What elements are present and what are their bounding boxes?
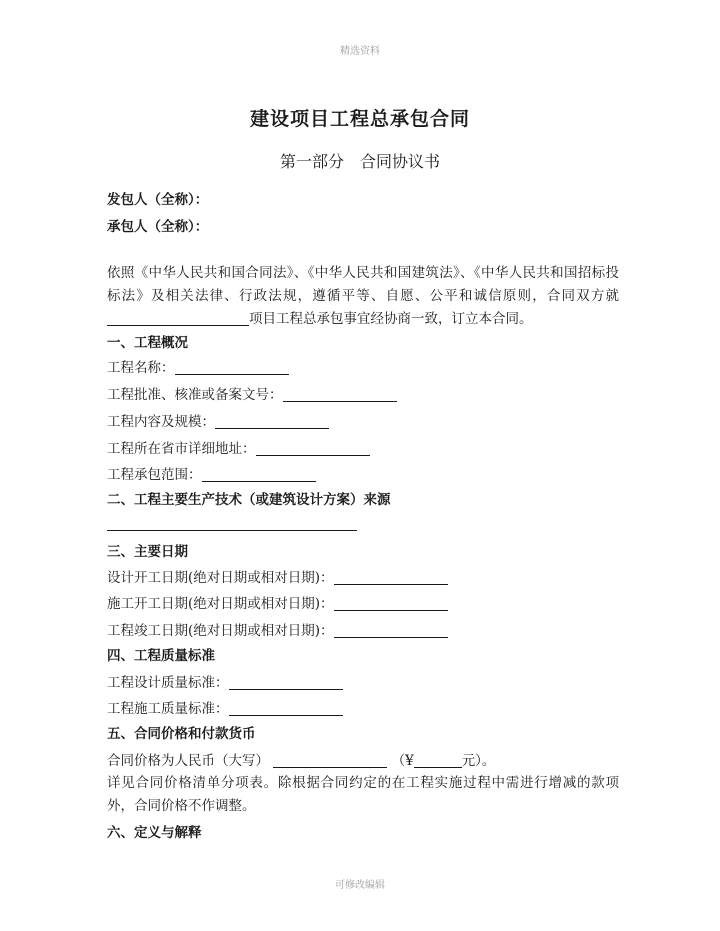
address-label: 工程所在省市详细地址：: [107, 441, 256, 457]
content-scale-line: [107, 410, 329, 430]
section-4-heading: 四、工程质量标准: [107, 648, 215, 664]
project-name-blank[interactable]: [107, 311, 249, 326]
contract-range-field[interactable]: [202, 467, 316, 482]
subtitle-part: 第一部分: [279, 152, 344, 171]
construction-quality-line: [107, 697, 343, 717]
contract-range-line: [107, 463, 316, 483]
footer-watermark: 可修改编辑: [335, 880, 385, 891]
contract-range-label: 工程承包范围：: [107, 467, 202, 483]
price-prefix: 合同价格为人民币（大写）: [107, 753, 269, 769]
construction-quality-label: 工程施工质量标准：: [107, 701, 229, 717]
address-line: [107, 437, 370, 457]
section-6-heading: 六、定义与解释: [107, 825, 202, 841]
construction-start-field[interactable]: [334, 596, 448, 611]
section-1-heading: 一、工程概况: [107, 335, 188, 351]
price-number-field[interactable]: [414, 753, 462, 768]
subtitle-name: 合同协议书: [360, 152, 441, 171]
intro-text-2: 项目工程总承包事宜经协商一致，订立本合同。: [249, 311, 533, 327]
approval-field[interactable]: [283, 387, 397, 402]
intro-paragraph: [107, 262, 619, 331]
address-field[interactable]: [256, 441, 370, 456]
approval-line: [107, 383, 397, 403]
construction-start-line: [107, 592, 448, 612]
price-detail-paragraph: 详见合同价格清单分项表。除根据合同约定的在工程实施过程中需进行增减的款项外，合同价格不作调整。: [107, 775, 619, 814]
completion-label: 工程竣工日期(绝对日期或相对日期)：: [107, 623, 334, 639]
content-scale-field[interactable]: [215, 414, 329, 429]
content-scale-label: 工程内容及规模：: [107, 414, 215, 430]
document-title: 建设项目工程总承包合同: [249, 108, 470, 130]
project-name-label: 工程名称：: [107, 360, 175, 376]
design-quality-field[interactable]: [229, 675, 343, 690]
contract-price-line: [107, 749, 495, 769]
construction-quality-field[interactable]: [229, 701, 343, 716]
project-name-field[interactable]: [175, 360, 289, 375]
section-2-heading: 二、工程主要生产技术（或建筑设计方案）来源: [107, 492, 391, 508]
party-b-line: 承包人（全称）：: [107, 219, 209, 235]
design-quality-line: [107, 671, 343, 691]
technology-source-field[interactable]: [107, 530, 357, 531]
approval-label: 工程批准、核准或备案文号：: [107, 387, 283, 403]
section-5-heading: 五、合同价格和付款货币: [107, 726, 256, 742]
price-suffix: 元）。: [461, 753, 496, 769]
header-watermark: 精选资料: [340, 46, 380, 57]
intro-text-1: 依照《中华人民共和国合同法》、《中华人民共和国建筑法》、《中华人民共和国招标投标法》及相关法律、行政法规，遵循平等、自愿、公平和诚信原则，合同双方就: [107, 265, 619, 304]
completion-line: [107, 619, 448, 639]
construction-start-label: 施工开工日期(绝对日期或相对日期)：: [107, 596, 334, 612]
project-name-line: [107, 356, 289, 376]
completion-field[interactable]: [334, 623, 448, 638]
design-start-label: 设计开工日期(绝对日期或相对日期)：: [107, 570, 334, 586]
design-start-line: [107, 566, 448, 586]
party-a-line: 发包人（全称）：: [107, 192, 209, 208]
design-start-field[interactable]: [334, 570, 448, 585]
document-subtitle: [0, 149, 720, 172]
price-words-field[interactable]: [273, 753, 387, 768]
price-mid: （¥: [391, 753, 414, 769]
section-3-heading: 三、主要日期: [107, 544, 188, 560]
design-quality-label: 工程设计质量标准：: [107, 675, 229, 691]
